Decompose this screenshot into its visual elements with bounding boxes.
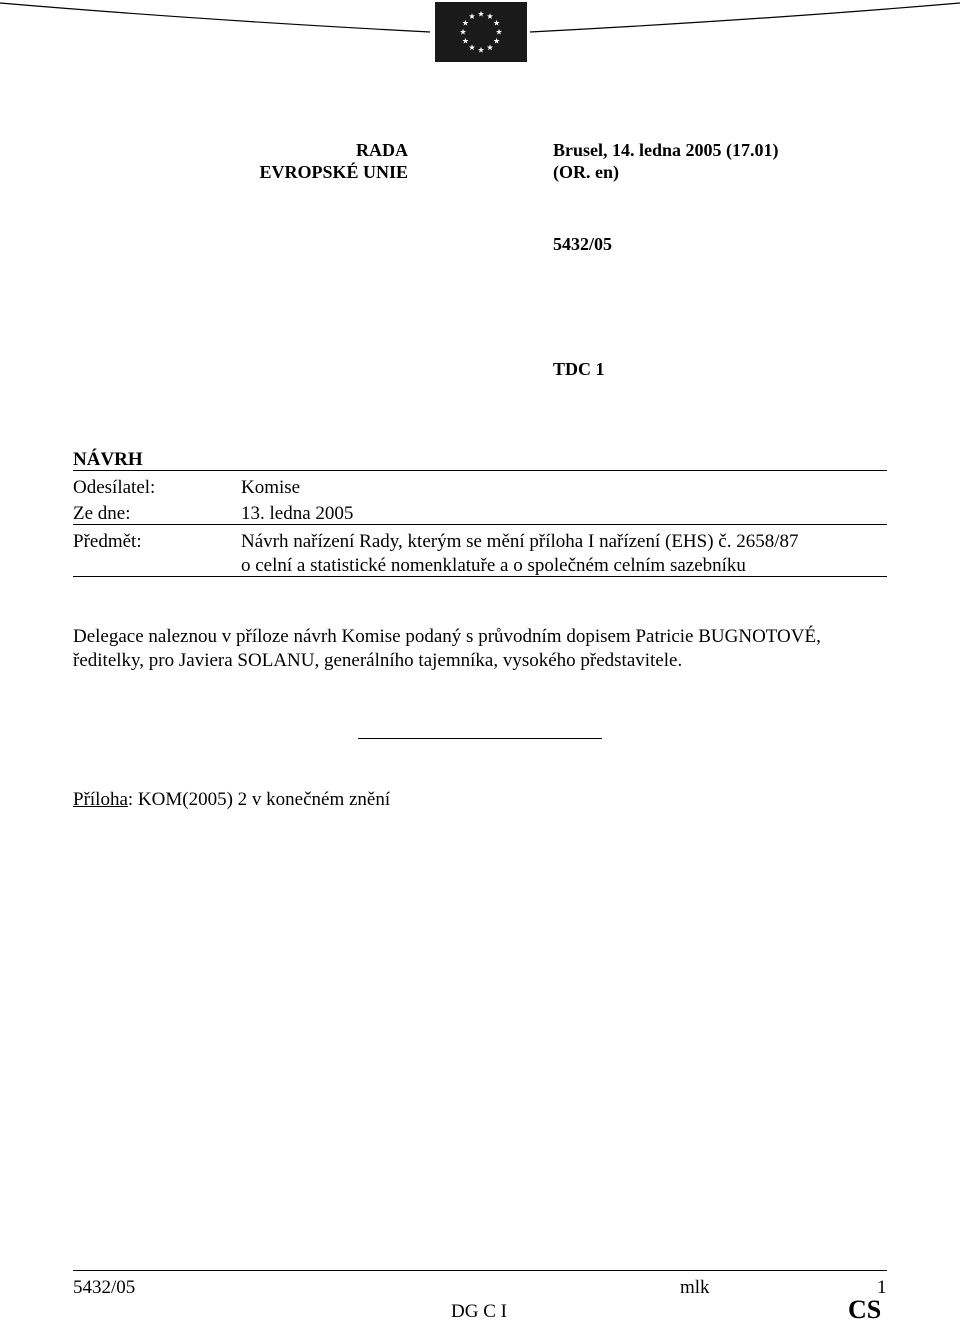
- header-curve-right: [530, 3, 960, 32]
- annex-text: : KOM(2005) 2 v konečném znění: [127, 789, 391, 810]
- footer-page-number: 1: [877, 1277, 887, 1298]
- annex-label: Příloha: [73, 789, 128, 810]
- classification-code: TDC 1: [553, 359, 605, 379]
- subject-line-1: Návrh nařízení Rady, kterým se mění příloha I nařízení (EHS) č. 2658/87: [241, 531, 799, 552]
- footer-directorate: DG C I: [451, 1301, 507, 1322]
- body-line-1: Delegace naleznou v příloze návrh Komise podaný s průvodním dopisem Patricie BUGNOTOVÉ,: [73, 626, 821, 647]
- council-line-2: EVROPSKÉ UNIE: [259, 162, 408, 182]
- annex-line: [73, 788, 390, 812]
- eu-flag-icon: [435, 2, 527, 62]
- sender-label: Odesílatel:: [73, 477, 156, 498]
- place-date: Brusel, 14. ledna 2005 (17.01): [553, 140, 779, 160]
- date-label: Ze dne:: [73, 503, 131, 524]
- footer-language: CS: [848, 1295, 882, 1324]
- footer-divider: [73, 1270, 887, 1271]
- body-line-2: ředitelky, pro Javiera SOLANU, generálního tajemníka, vysokého představitele.: [73, 650, 683, 671]
- body-paragraph: [73, 625, 821, 673]
- document-number: 5432/05: [553, 234, 613, 254]
- date-value: 13. ledna 2005: [241, 503, 354, 524]
- divider-date: [73, 524, 887, 525]
- council-line-1: RADA: [356, 140, 408, 160]
- footer-initials: mlk: [680, 1277, 710, 1298]
- place-date-block: [553, 139, 779, 183]
- subject-line-2: o celní a statistické nomenklatuře a o společném celním sazebníku: [241, 555, 746, 576]
- divider-subject: [73, 576, 887, 577]
- header-curve-left: [0, 3, 430, 32]
- footer-doc-number: 5432/05: [73, 1277, 136, 1298]
- document-type-title: NÁVRH: [73, 449, 143, 470]
- subject-value: [241, 530, 799, 578]
- subject-label: Předmět:: [73, 531, 142, 552]
- original-language: (OR. en): [553, 162, 619, 182]
- council-name: [200, 139, 408, 183]
- sender-value: Komise: [241, 477, 301, 498]
- body-separator: [358, 738, 602, 739]
- divider-title: [73, 470, 887, 471]
